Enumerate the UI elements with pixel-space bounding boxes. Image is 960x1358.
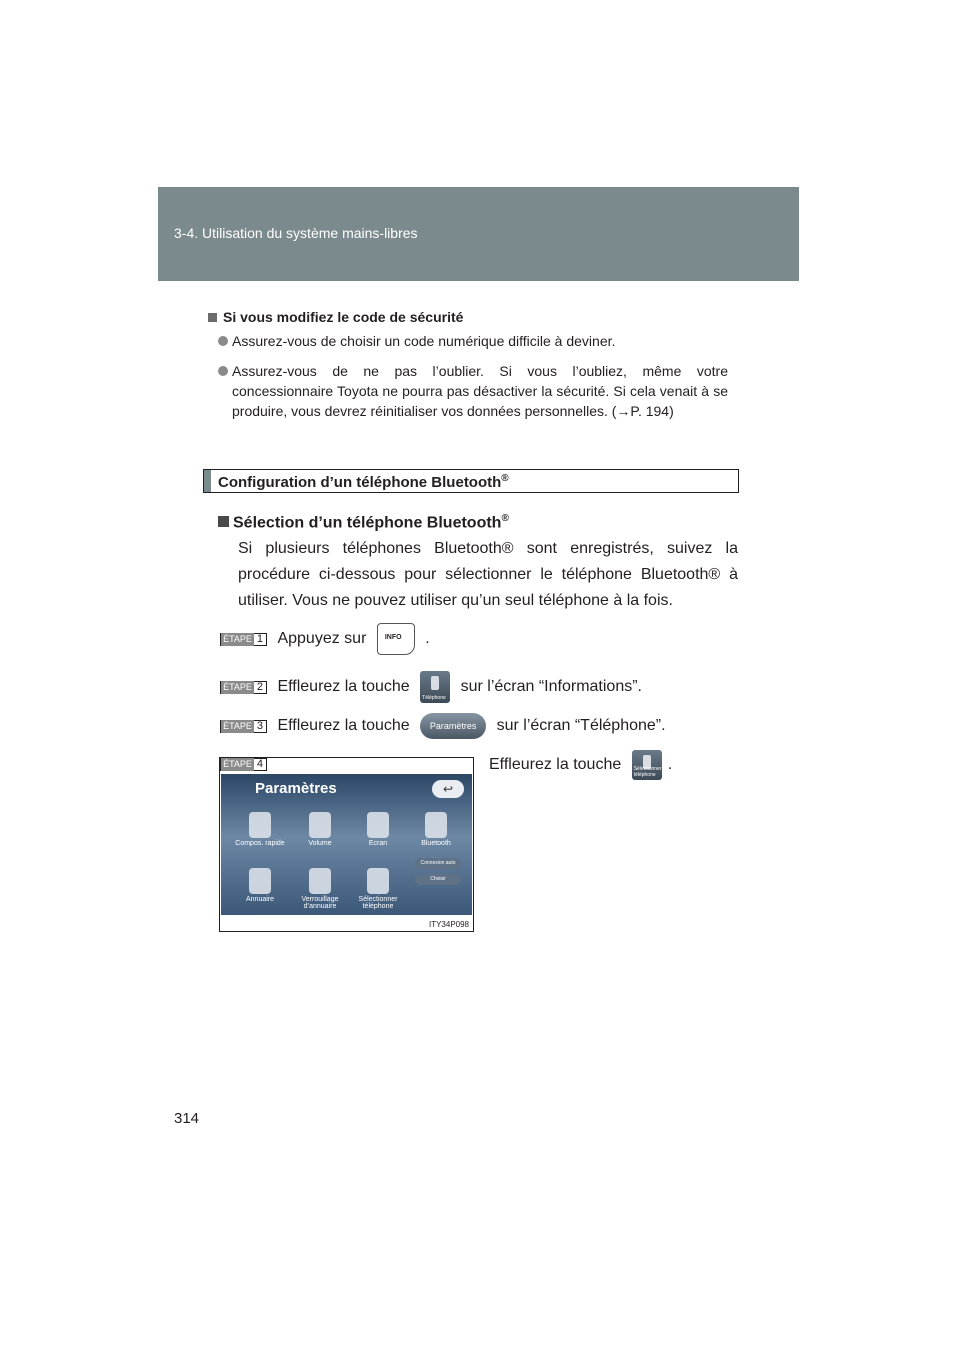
page-number: 314 — [174, 1110, 200, 1127]
phonebook-lock-item: Verrouillage d’annuaire — [291, 868, 349, 910]
step-1: ÉTAPE 1 Appuyez sur INFO . — [220, 623, 430, 653]
note-bullet: Assurez-vous de choisir un code numérique difficile à deviner. — [218, 331, 728, 351]
parametres-button-icon: Paramètres — [420, 713, 486, 739]
step-2: ÉTAPE 2 Effleurez la touche Téléphone sur l’écran “Informations”. — [220, 671, 642, 701]
step-label: ÉTAPE 3 — [220, 720, 267, 733]
step-label: ÉTAPE 1 — [220, 633, 267, 646]
note-heading: Si vous modifiez le code de sécurité — [208, 309, 463, 325]
circle-bullet-icon — [218, 366, 228, 376]
phonebook-item: Annuaire — [231, 868, 289, 903]
step-label: ÉTAPE 4 — [220, 758, 267, 771]
bluetooth-item: Bluetooth — [407, 812, 465, 847]
step-3: ÉTAPE 3 Effleurez la touche Paramètres sur l’écran “Téléphone”. — [220, 713, 666, 743]
volume-item: Volume — [291, 812, 349, 847]
chapter-header — [158, 187, 799, 281]
choose-button: Choisir — [415, 874, 461, 885]
section-title-bar — [203, 469, 739, 493]
step-4-text: Effleurez la touche Sélectionner téléphone . — [489, 750, 672, 780]
select-phone-item: Sélectionner téléphone — [349, 868, 407, 910]
select-telephone-button-icon: Sélectionner téléphone — [632, 750, 662, 780]
section-title: Configuration d’un téléphone Bluetooth® — [218, 473, 509, 491]
screen-display — [221, 774, 472, 915]
square-bullet-icon — [208, 313, 217, 322]
back-icon: ↩ — [432, 780, 464, 798]
note-bullet: Assurez-vous de ne pas l’oublier. Si vous l’oubliez, même votre concessionnaire Toyota ne pourra pas désactiver la sécurité. Si cela venait à se produire, vous devrez réinitialiser vos données personnelles. (→P. 194) — [218, 361, 728, 421]
chapter-title: 3-4. Utilisation du système mains-libres — [174, 225, 418, 241]
telephone-button-icon: Téléphone — [420, 671, 450, 703]
intro-paragraph: Si plusieurs téléphones Bluetooth® sont enregistrés, suivez la procédure ci-dessous pour sélectionner le téléphone Bluetooth® à utiliser. Vous ne pouvez utiliser qu’un seul téléphone à la fois. — [238, 540, 738, 609]
subsection-title: Sélection d’un téléphone Bluetooth® — [218, 513, 509, 532]
screen-title: Paramètres — [255, 780, 337, 797]
screen-item: Ecran — [349, 812, 407, 847]
settings-screen-illustration — [219, 757, 474, 932]
auto-connect-button: Connexion auto — [415, 858, 461, 869]
figure-caption: ITY34P098 — [428, 920, 469, 929]
speed-dial-item: Compos. rapide — [231, 812, 289, 847]
section-accent — [204, 470, 211, 492]
circle-bullet-icon — [218, 336, 228, 346]
square-bullet-icon — [218, 516, 229, 527]
info-button-icon: INFO — [377, 623, 415, 655]
step-label: ÉTAPE 2 — [220, 681, 267, 694]
